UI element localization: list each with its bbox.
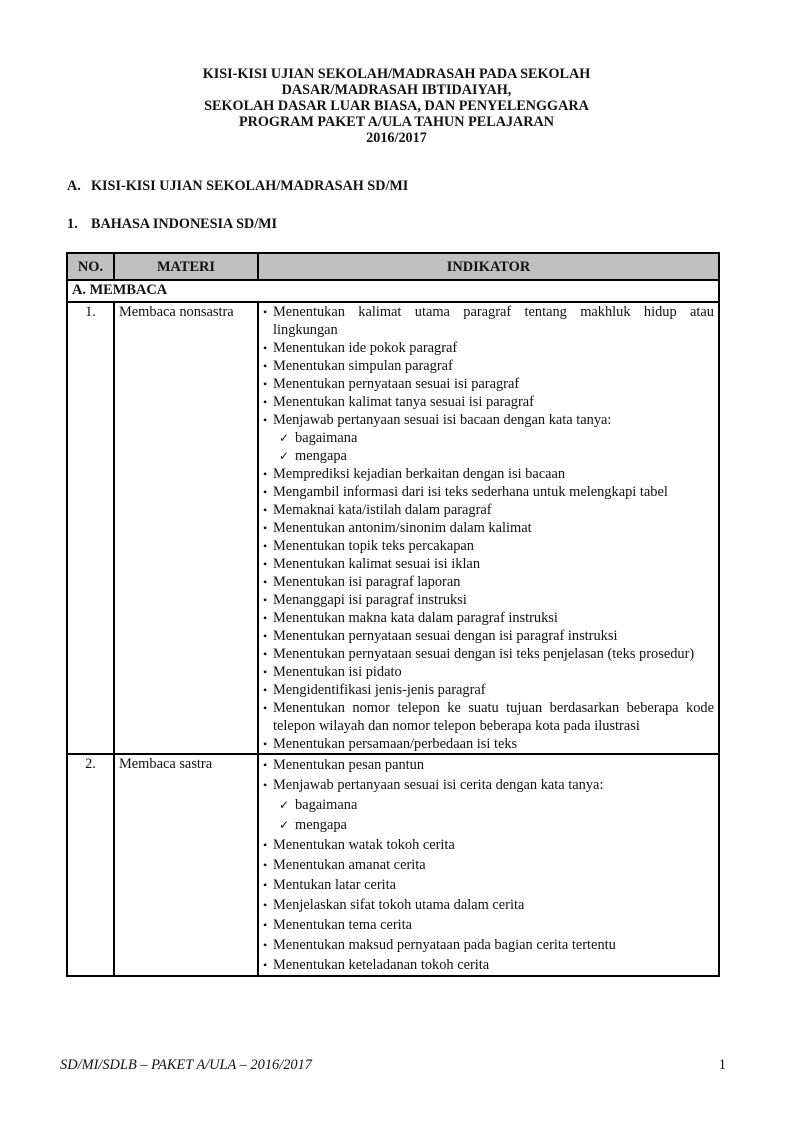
header-no: NO. xyxy=(67,253,114,280)
row-materi: Membaca nonsastra xyxy=(114,302,258,754)
check-item xyxy=(273,429,714,447)
header-materi: MATERI xyxy=(114,253,258,280)
page-footer xyxy=(60,1057,726,1074)
section-number: A. xyxy=(67,178,81,194)
table-row xyxy=(67,754,719,976)
check-list xyxy=(273,795,714,835)
list-item: • Menentukan kalimat sesuai isi iklan xyxy=(263,555,714,573)
check-item xyxy=(273,447,714,465)
table-section-row xyxy=(67,280,719,302)
checkmark-icon: ✓ xyxy=(279,818,290,832)
list-item: • Menentukan amanat cerita xyxy=(263,855,714,875)
title-line: KISI-KISI UJIAN SEKOLAH/MADRASAH PADA SEKOLAH xyxy=(202,66,591,82)
list-item: • Menentukan isi pidato xyxy=(263,663,714,681)
list-item: • Menanggapi isi paragraf instruksi xyxy=(263,591,714,609)
title-line: SEKOLAH DASAR LUAR BIASA, DAN PENYELENGGARA xyxy=(204,98,589,114)
list-item: • Menentukan tema cerita xyxy=(263,915,714,935)
subject-number: 1. xyxy=(67,216,78,232)
list-item: • Menentukan persamaan/perbedaan isi teks xyxy=(263,735,714,753)
header-indikator: INDIKATOR xyxy=(258,253,719,280)
indikator-list xyxy=(263,303,714,753)
list-item-with-checks xyxy=(263,775,714,835)
row-number: 1. xyxy=(67,302,114,754)
row-number: 2. xyxy=(67,754,114,976)
table-header-row xyxy=(67,253,719,280)
list-item: • Menentukan makna kata dalam paragraf instruksi xyxy=(263,609,714,627)
list-item: • Menentukan watak tokoh cerita xyxy=(263,835,714,855)
list-item: • Menentukan isi paragraf laporan xyxy=(263,573,714,591)
list-item: • Menentukan kalimat utama paragraf tentang makhluk hidup atau lingkungan xyxy=(263,303,714,339)
list-item: • Menentukan pernyataan sesuai isi paragraf xyxy=(263,375,714,393)
checkmark-icon: ✓ xyxy=(279,798,290,812)
list-item-text: Menjawab pertanyaan sesuai isi bacaan dengan kata tanya: xyxy=(273,412,612,428)
list-item: • Menentukan ide pokok paragraf xyxy=(263,339,714,357)
list-item: • Menjelaskan sifat tokoh utama dalam cerita xyxy=(263,895,714,915)
list-item-text: Menjawab pertanyaan sesuai isi cerita dengan kata tanya: xyxy=(273,777,604,793)
check-item-text: mengapa xyxy=(295,817,347,833)
list-item: • Menentukan maksud pernyataan pada bagian cerita tertentu xyxy=(263,935,714,955)
section-label: KISI-KISI UJIAN SEKOLAH/MADRASAH SD/MI xyxy=(91,178,409,194)
subject-heading xyxy=(67,216,277,233)
list-item: • Menentukan pesan pantun xyxy=(263,755,714,775)
list-item: • Menentukan keteladanan tokoh cerita xyxy=(263,955,714,975)
footer-text: SD/MI/SDLB – PAKET A/ULA – 2016/2017 xyxy=(60,1057,312,1073)
row-indikator xyxy=(258,754,719,976)
list-item: • Menentukan antonim/sinonim dalam kalimat xyxy=(263,519,714,537)
check-item xyxy=(273,815,714,835)
checkmark-icon: ✓ xyxy=(279,431,290,445)
subject-label: BAHASA INDONESIA SD/MI xyxy=(91,216,278,232)
page-number: 1 xyxy=(718,1057,726,1073)
title-line: 2016/2017 xyxy=(366,130,427,146)
section-label-membaca: A. MEMBACA xyxy=(67,280,719,302)
row-materi: Membaca sastra xyxy=(114,754,258,976)
list-item: • Mengambil informasi dari isi teks sederhana untuk melengkapi tabel xyxy=(263,483,714,501)
list-item: • Menentukan topik teks percakapan xyxy=(263,537,714,555)
kisi-kisi-table xyxy=(66,252,720,977)
list-item: • Mentukan latar cerita xyxy=(263,875,714,895)
list-item: • Menentukan simpulan paragraf xyxy=(263,357,714,375)
list-item: • Memaknai kata/istilah dalam paragraf xyxy=(263,501,714,519)
section-heading xyxy=(67,178,408,195)
document-title xyxy=(0,66,793,146)
title-line: DASAR/MADRASAH IBTIDAIYAH, xyxy=(281,82,512,98)
list-item: • Memprediksi kejadian berkaitan dengan isi bacaan xyxy=(263,465,714,483)
check-item xyxy=(273,795,714,815)
indikator-list xyxy=(263,755,714,975)
check-item-text: bagaimana xyxy=(295,797,358,813)
check-list xyxy=(273,429,714,465)
list-item: • Menentukan pernyataan sesuai dengan isi teks penjelasan (teks prosedur) xyxy=(263,645,714,663)
list-item-with-checks xyxy=(263,411,714,465)
title-line: PROGRAM PAKET A/ULA TAHUN PELAJARAN xyxy=(238,114,555,130)
row-indikator xyxy=(258,302,719,754)
list-item: • Menentukan kalimat tanya sesuai isi paragraf xyxy=(263,393,714,411)
check-item-text: bagaimana xyxy=(295,430,358,446)
list-item: • Menentukan nomor telepon ke suatu tujuan berdasarkan beberapa kode telepon wilayah dan nomor telepon beberapa kota pada ilustrasi xyxy=(263,699,714,735)
list-item: • Menentukan pernyataan sesuai dengan isi paragraf instruksi xyxy=(263,627,714,645)
list-item: • Mengidentifikasi jenis-jenis paragraf xyxy=(263,681,714,699)
check-item-text: mengapa xyxy=(295,448,347,464)
table-row xyxy=(67,302,719,754)
checkmark-icon: ✓ xyxy=(279,449,290,463)
